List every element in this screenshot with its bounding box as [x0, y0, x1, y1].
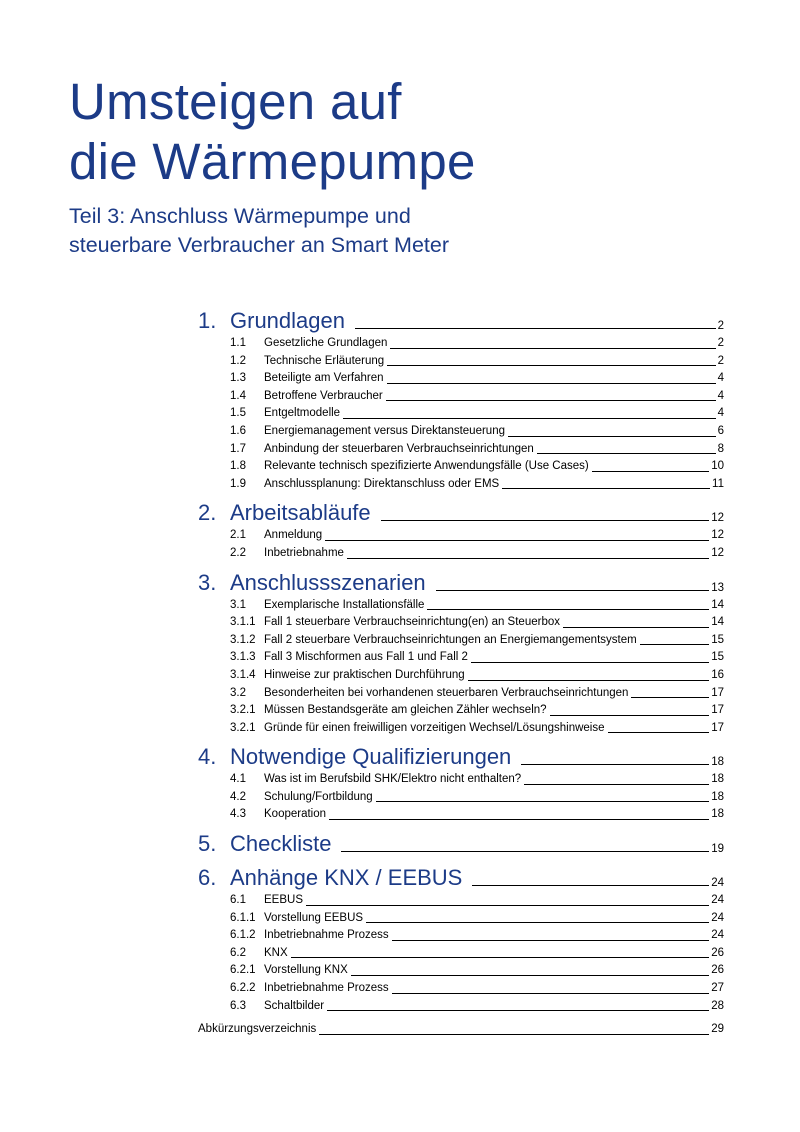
toc-entry-label: Inbetriebnahme Prozess — [264, 929, 389, 942]
table-of-contents — [198, 307, 724, 1039]
toc-leader-line — [387, 383, 716, 384]
toc-page-number: 6 — [717, 424, 724, 437]
toc-entry[interactable] — [198, 685, 724, 703]
toc-page-number: 26 — [711, 964, 724, 977]
toc-entry-label: Relevante technisch spezifizierte Anwendungsfälle (Use Cases) — [264, 460, 589, 473]
toc-entry-label: Arbeitsabläufe — [230, 500, 371, 526]
toc-entry-label: Notwendige Qualifizierungen — [230, 744, 512, 770]
toc-page-number: 12 — [711, 512, 724, 525]
toc-leader-line — [502, 488, 710, 489]
toc-entry-label: Anbindung der steuerbaren Verbrauchseinrichtungen — [264, 442, 534, 455]
toc-entry-label: Energiemanagement versus Direktansteuerung — [264, 424, 505, 437]
toc-page-number: 15 — [711, 651, 724, 664]
toc-leader-line — [387, 365, 715, 366]
toc-entry-number: 1.8 — [230, 460, 246, 473]
toc-entry[interactable] — [198, 806, 724, 824]
toc-entry[interactable] — [198, 771, 724, 789]
toc-leader-line — [524, 784, 709, 785]
toc-entry-number: 4.2 — [230, 790, 246, 803]
toc-entry-number: 2. — [198, 500, 217, 526]
toc-leader-line — [640, 644, 710, 645]
toc-entry-label: Vorstellung EEBUS — [264, 911, 364, 924]
toc-entry-number: 1.7 — [230, 442, 246, 455]
toc-entry[interactable] — [198, 998, 724, 1016]
subtitle-line-2: steuerbare Verbraucher an Smart Meter — [69, 233, 450, 257]
toc-leader-line — [471, 662, 709, 663]
toc-entry-number: 6.1.1 — [230, 911, 256, 924]
toc-entry[interactable] — [198, 527, 724, 545]
toc-leader-line — [351, 975, 709, 976]
toc-entry-number: 3. — [198, 569, 217, 595]
toc-page-number: 27 — [711, 982, 724, 995]
toc-entry-number: 1.4 — [230, 389, 246, 402]
toc-entry-number: 1.6 — [230, 424, 246, 437]
toc-leader-line — [329, 819, 709, 820]
toc-page-number: 16 — [711, 668, 724, 681]
toc-leader-line — [436, 590, 710, 591]
toc-entry-label: Hinweise zur praktischen Durchführung — [264, 668, 465, 681]
toc-entry-number: 6.2.2 — [230, 982, 256, 995]
toc-leader-line — [376, 801, 710, 802]
toc-page-number: 11 — [712, 477, 724, 490]
toc-entry-label: Grundlagen — [230, 308, 345, 333]
toc-entry[interactable] — [198, 945, 724, 963]
toc-entry[interactable] — [198, 476, 724, 494]
toc-page-number: 4 — [717, 389, 724, 402]
toc-leader-line — [325, 540, 709, 541]
toc-leader-line — [392, 940, 710, 941]
document-subtitle — [69, 202, 769, 260]
toc-entry-number: 4.3 — [230, 808, 246, 821]
toc-entry[interactable] — [198, 720, 724, 738]
toc-entry-label: Müssen Bestandsgeräte am gleichen Zähler wechseln? — [264, 704, 547, 717]
toc-entry-label: Technische Erläuterung — [264, 354, 385, 367]
toc-page-number: 17 — [711, 686, 724, 699]
toc-leader-line — [521, 764, 709, 765]
toc-entry-label: Besonderheiten bei vorhandenen steuerbaren Verbrauchseinrichtungen — [264, 686, 629, 699]
toc-leader-line — [366, 922, 709, 923]
toc-page-number: 10 — [711, 460, 724, 473]
toc-entry-label: Was ist im Berufsbild SHK/Elektro nicht enthalten? — [264, 773, 522, 786]
toc-page-number: 24 — [711, 929, 724, 942]
toc-entry-label: Inbetriebnahme — [264, 546, 344, 559]
toc-section-entry[interactable] — [198, 569, 724, 597]
toc-entry[interactable] — [198, 388, 724, 406]
toc-page-number: 2 — [717, 320, 724, 332]
toc-entry-number: 6.3 — [230, 999, 246, 1012]
toc-page-number: 8 — [717, 442, 724, 455]
toc-page-number: 17 — [711, 704, 724, 717]
toc-page-number: 26 — [711, 946, 724, 959]
toc-entry[interactable] — [198, 962, 724, 980]
toc-entry-label: Anschlussplanung: Direktanschluss oder EMS — [264, 477, 500, 490]
toc-leader-line — [472, 885, 709, 886]
toc-entry-label: Beteiligte am Verfahren — [264, 372, 384, 385]
toc-entry-number: 1.5 — [230, 407, 246, 420]
toc-leader-line — [347, 558, 709, 559]
toc-page-number: 14 — [711, 598, 724, 611]
toc-entry-label: Schulung/Fortbildung — [264, 790, 373, 803]
toc-page-number: 15 — [711, 633, 724, 646]
toc-leader-line — [381, 520, 710, 521]
toc-entry-label: Gesetzliche Grundlagen — [264, 337, 388, 349]
toc-entry[interactable] — [198, 1021, 724, 1039]
toc-entry-number: 6.1.2 — [230, 929, 256, 942]
toc-page-number: 28 — [711, 999, 724, 1012]
toc-entry-number: 2.1 — [230, 529, 246, 542]
toc-page-number: 18 — [711, 808, 724, 821]
toc-section-entry[interactable] — [198, 743, 724, 771]
toc-entry-label: EEBUS — [264, 894, 303, 907]
toc-entry[interactable] — [198, 892, 724, 910]
toc-leader-line — [468, 680, 709, 681]
toc-section-entry[interactable] — [198, 864, 724, 892]
toc-leader-line — [608, 732, 710, 733]
toc-entry-number: 3.1.4 — [230, 668, 256, 681]
toc-entry-number: 2.2 — [230, 546, 246, 559]
toc-entry-label: KNX — [264, 946, 288, 959]
toc-page-number: 17 — [711, 721, 724, 734]
toc-entry-label: Schaltbilder — [264, 999, 325, 1012]
toc-entry-label: Anhänge KNX / EEBUS — [230, 865, 463, 891]
toc-entry[interactable] — [198, 423, 724, 441]
toc-leader-line — [592, 471, 709, 472]
toc-page-number: 2 — [717, 337, 724, 349]
toc-entry[interactable] — [198, 927, 724, 945]
toc-leader-line — [341, 851, 709, 852]
toc-page-number: 4 — [717, 372, 724, 385]
toc-page-number: 2 — [717, 354, 724, 367]
toc-entry-number: 6. — [198, 865, 217, 891]
toc-entry-number: 4.1 — [230, 773, 246, 786]
toc-entry-label: Gründe für einen freiwilligen vorzeitigen Wechsel/Lösungshinweise — [264, 721, 605, 734]
toc-leader-line — [319, 1034, 709, 1035]
toc-entry[interactable] — [198, 980, 724, 998]
toc-entry-label: Fall 3 Mischformen aus Fall 1 und Fall 2 — [264, 651, 468, 664]
toc-entry-label: Checkliste — [230, 831, 332, 857]
toc-entry-label: Betroffene Verbraucher — [264, 389, 383, 402]
toc-leader-line — [508, 436, 716, 437]
toc-section-entry[interactable] — [198, 307, 724, 335]
toc-leader-line — [537, 453, 716, 454]
toc-entry-number: 1.1 — [230, 337, 246, 349]
toc-leader-line — [355, 328, 716, 329]
toc-page-number: 13 — [711, 581, 724, 594]
toc-entry-number: 3.2 — [230, 686, 246, 699]
toc-entry-label: Anmeldung — [264, 529, 323, 542]
toc-page-number: 14 — [711, 616, 724, 629]
toc-entry-number: 4. — [198, 744, 217, 770]
toc-entry-number: 5. — [198, 831, 217, 857]
toc-leader-line — [327, 1010, 709, 1011]
title-line-1: Umsteigen auf — [69, 73, 402, 130]
toc-entry-number: 1.3 — [230, 372, 246, 385]
toc-entry[interactable] — [198, 632, 724, 650]
toc-entry[interactable] — [198, 649, 724, 667]
toc-entry-number: 3.1 — [230, 598, 246, 611]
toc-entry[interactable] — [198, 614, 724, 632]
toc-entry[interactable] — [198, 458, 724, 476]
toc-leader-line — [386, 400, 716, 401]
toc-leader-line — [563, 627, 709, 628]
toc-page-number: 24 — [711, 911, 724, 924]
toc-leader-line — [343, 418, 716, 419]
toc-entry-number: 3.1.2 — [230, 633, 256, 646]
title-block — [69, 72, 769, 260]
toc-entry[interactable] — [198, 353, 724, 371]
toc-entry-label: Anschlussszenarien — [230, 569, 426, 595]
toc-entry-label: Entgeltmodelle — [264, 407, 341, 420]
toc-leader-line — [550, 715, 710, 716]
toc-entry-number: 3.2.1 — [230, 721, 256, 734]
toc-entry-label: Inbetriebnahme Prozess — [264, 982, 389, 995]
toc-entry[interactable] — [198, 441, 724, 459]
subtitle-line-1: Teil 3: Anschluss Wärmepumpe und — [69, 204, 411, 228]
toc-entry-number: 3.1.3 — [230, 651, 256, 664]
toc-entry-number: 1.2 — [230, 354, 246, 367]
toc-page-number: 12 — [711, 546, 724, 559]
toc-leader-line — [306, 905, 709, 906]
toc-entry[interactable] — [198, 667, 724, 685]
toc-leader-line — [427, 609, 709, 610]
toc-entry[interactable] — [198, 910, 724, 928]
toc-page-number: 4 — [717, 407, 724, 420]
title-line-2: die Wärmepumpe — [69, 133, 476, 190]
toc-leader-line — [631, 697, 709, 698]
toc-leader-line — [291, 957, 710, 958]
toc-leader-line — [392, 993, 710, 994]
toc-entry-number: 6.2 — [230, 946, 246, 959]
toc-section-entry[interactable] — [198, 499, 724, 527]
toc-page-number: 18 — [711, 790, 724, 803]
toc-entry-number: 3.2.1 — [230, 704, 256, 717]
toc-entry-number: 6.2.1 — [230, 964, 256, 977]
toc-entry-number: 6.1 — [230, 894, 246, 907]
toc-page-number: 12 — [711, 529, 724, 542]
toc-entry[interactable] — [198, 597, 724, 615]
toc-entry-label: Exemplarische Installationsfälle — [264, 598, 425, 611]
toc-entry[interactable] — [198, 370, 724, 388]
toc-page-number: 19 — [711, 843, 724, 856]
toc-entry[interactable] — [198, 545, 724, 563]
toc-entry[interactable] — [198, 789, 724, 807]
toc-page-number: 24 — [711, 894, 724, 907]
toc-entry[interactable] — [198, 702, 724, 720]
toc-entry-label: Fall 2 steuerbare Verbrauchseinrichtungen an Energiemangementsystem — [264, 633, 637, 646]
toc-page-number: 18 — [711, 756, 724, 769]
toc-entry-label: Fall 1 steuerbare Verbrauchseinrichtung(en) an Steuerbox — [264, 616, 560, 629]
toc-section-entry[interactable] — [198, 830, 724, 858]
document-title — [69, 72, 769, 192]
toc-entry-label: Kooperation — [264, 808, 327, 821]
toc-entry-number: 1.9 — [230, 477, 246, 490]
toc-entry-number: 1. — [198, 308, 217, 333]
toc-page-number: 29 — [711, 1023, 724, 1036]
toc-entry-label: Abkürzungsverzeichnis — [198, 1023, 317, 1036]
toc-entry-label: Vorstellung KNX — [264, 964, 348, 977]
toc-page-number: 18 — [711, 773, 724, 786]
toc-leader-line — [390, 348, 715, 349]
toc-entry[interactable] — [198, 335, 724, 353]
toc-page-number: 24 — [711, 877, 724, 890]
toc-entry[interactable] — [198, 405, 724, 423]
toc-entry-number: 3.1.1 — [230, 616, 256, 629]
